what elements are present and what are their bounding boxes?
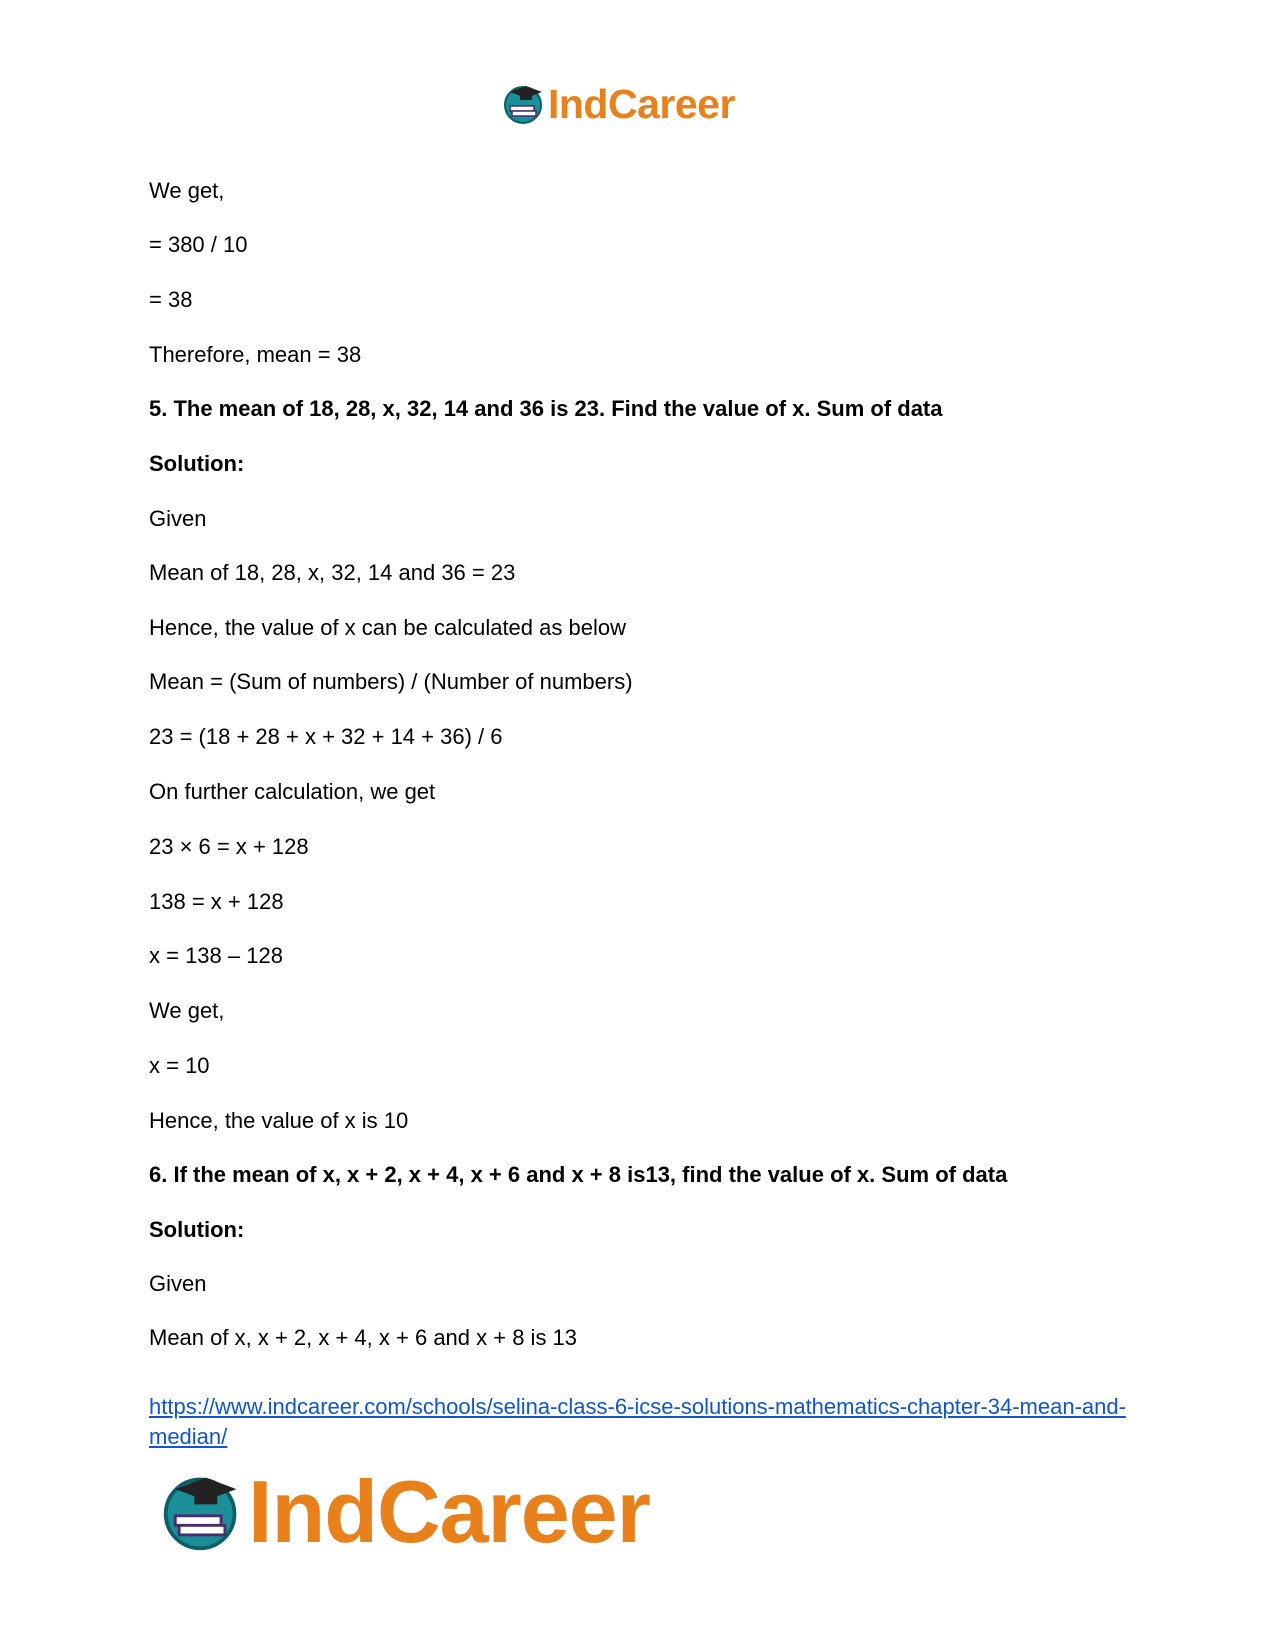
text-line: 23 = (18 + 28 + x + 32 + 14 + 36) / 6 bbox=[149, 724, 503, 749]
text-line: On further calculation, we get bbox=[149, 779, 436, 804]
source-link[interactable]: https://www.indcareer.com/schools/selina-class-6-icse-solutions-mathematics-chapter-34-mean-and-median/ bbox=[149, 1394, 1126, 1449]
text-line: Mean of 18, 28, x, 32, 14 and 36 = 23 bbox=[149, 560, 516, 585]
text-line: 138 = x + 128 bbox=[149, 889, 284, 914]
globe-books-icon bbox=[502, 82, 546, 126]
globe-books-icon bbox=[160, 1470, 244, 1554]
solution-heading: Solution: bbox=[149, 451, 245, 476]
footer-logo bbox=[160, 1462, 650, 1562]
text-line: Mean of x, x + 2, x + 4, x + 6 and x + 8 is 13 bbox=[149, 1325, 578, 1350]
text-line: Given bbox=[149, 1271, 207, 1296]
text-line: Hence, the value of x can be calculated as below bbox=[149, 615, 626, 640]
text-line: x = 138 – 128 bbox=[149, 943, 283, 968]
text-line: x = 10 bbox=[149, 1053, 210, 1078]
text-line: 23 × 6 = x + 128 bbox=[149, 834, 309, 859]
question-heading: 6. If the mean of x, x + 2, x + 4, x + 6 and x + 8 is13, find the value of x. Sum of data bbox=[149, 1162, 1008, 1187]
text-line: Therefore, mean = 38 bbox=[149, 342, 362, 367]
text-line: Mean = (Sum of numbers) / (Number of numbers) bbox=[149, 669, 633, 694]
text-line: We get, bbox=[149, 998, 225, 1023]
question-heading: 5. The mean of 18, 28, x, 32, 14 and 36 is 23. Find the value of x. Sum of data bbox=[149, 396, 943, 421]
text-line: Given bbox=[149, 506, 207, 531]
header-logo bbox=[502, 80, 735, 128]
solution-heading: Solution: bbox=[149, 1217, 245, 1242]
text-line: = 380 / 10 bbox=[149, 232, 248, 257]
logo-text: IndCareer bbox=[248, 1462, 650, 1561]
text-line: We get, bbox=[149, 178, 225, 203]
text-line: Hence, the value of x is 10 bbox=[149, 1108, 409, 1133]
text-line: = 38 bbox=[149, 287, 193, 312]
logo-text: IndCareer bbox=[548, 80, 735, 127]
